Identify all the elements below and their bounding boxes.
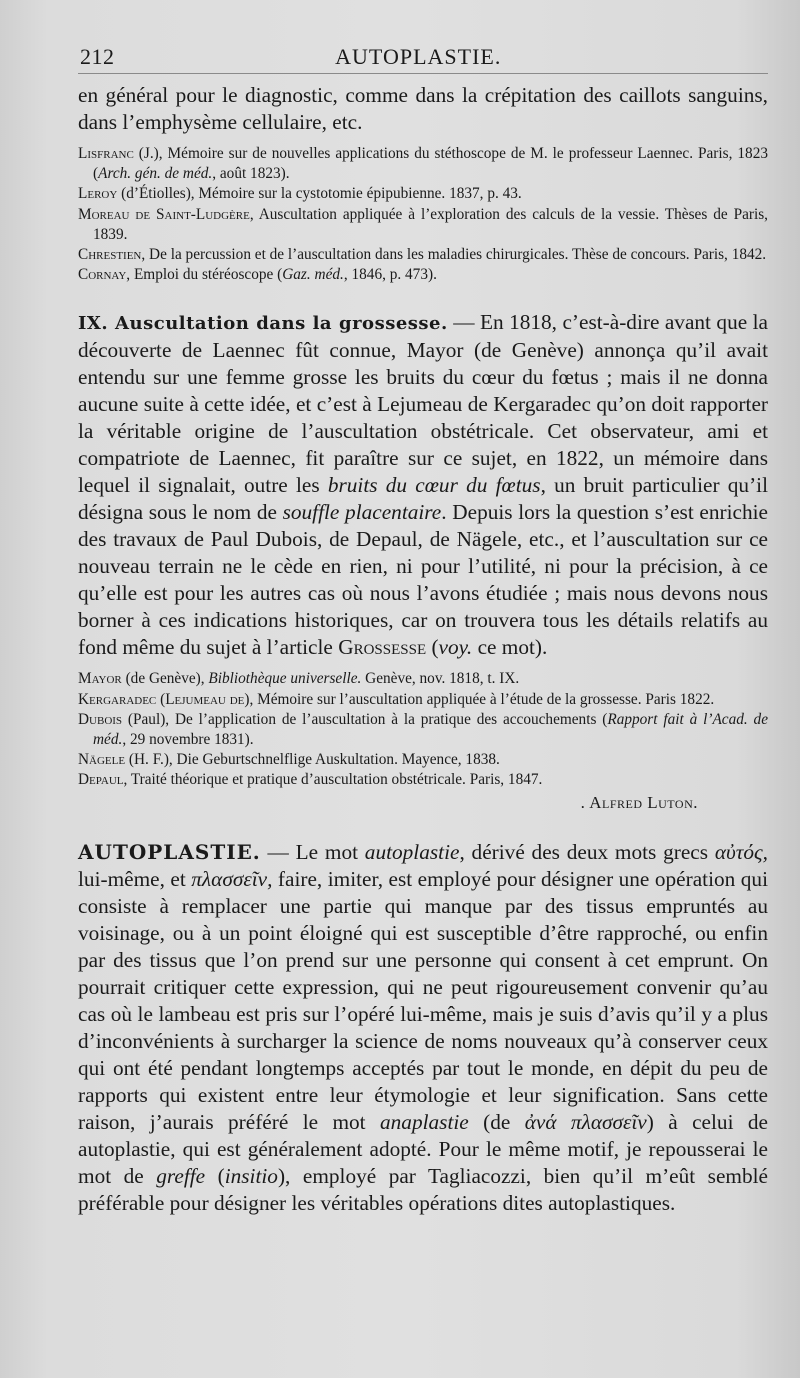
bib-author: Mayor (78, 670, 122, 688)
bib-entry (78, 205, 768, 245)
bib-entry (78, 669, 768, 689)
text-run: (de (468, 1109, 525, 1134)
bib-author: Depaul, (78, 771, 128, 789)
running-title: AUTOPLASTIE. (335, 44, 502, 69)
bib-tail: Genève, nov. 1818, t. IX. (361, 670, 520, 688)
text-run: lui-même, et (78, 866, 192, 891)
bib-author: Leroy (78, 185, 118, 203)
small-caps-run: Grossesse (338, 635, 427, 660)
text-run: ), employé par Tagliacozzi, bien qu’il m’eût semblé préférable pour désigner les véritables opérations dites autoplastiques. (78, 1163, 769, 1215)
bib-author: Nägele (78, 751, 126, 769)
text-run: ( (205, 1163, 225, 1188)
bib-italic: Arch. gén. de méd. (98, 165, 213, 183)
bib-entry (78, 710, 768, 750)
text-run: , un bruit particulier qu’il désigna sous le nom de (78, 473, 769, 525)
section-ix-paragraph (78, 309, 768, 661)
bib-tail: , 29 novembre 1831). (122, 731, 254, 749)
bib-text: Traité théorique et pratique d’auscultation obstétricale. Paris, 1847. (127, 771, 543, 789)
italic-run: bruits du cœur du fœtus (327, 473, 541, 498)
bib-text: (Paul), De l’application de l’auscultation à la pratique des accouchements ( (122, 710, 608, 728)
bib-text: (d’Étiolles), Mémoire sur la cystotomie épipubienne. 1837, p. 43. (117, 185, 522, 203)
bib-entry (78, 144, 768, 184)
bib-author: Moreau de Saint-Ludgère, (78, 205, 254, 223)
autoplastie-heading: AUTOPLASTIE. (78, 839, 261, 864)
greek-run: πλασσεῖν, (191, 866, 273, 891)
bib-author: Kergaradec (Lejumeau de), (78, 690, 254, 708)
bib-entry (78, 690, 768, 710)
bibliography-2 (78, 669, 768, 790)
bib-text: Mémoire sur de nouvelles applications du stéthoscope de M. le professeur Laennec. Paris, 1823 ( (93, 145, 768, 183)
bib-author: Dubois (78, 710, 123, 728)
bib-author: Cornay, (78, 266, 131, 284)
greek-run: ἀνά πλασσεῖν (524, 1109, 647, 1134)
text-run: ) à celui de autoplastie, qui est généralement adopté. Pour le même motif, je repousserai le mot de (78, 1109, 768, 1188)
bib-text: De la percussion et de l’auscultation dans les maladies chirurgicales. Thèse de concours. Paris, 1842. (145, 246, 767, 264)
italic-run: insitio (224, 1163, 278, 1188)
bib-entry (78, 245, 768, 265)
bib-italic: Bibliothèque universelle. (208, 670, 362, 688)
bib-entry (78, 265, 768, 285)
bib-text: Mémoire sur l’auscultation appliquée à l’étude de la grossesse. Paris 1822. (253, 690, 715, 708)
bib-author: Lisfranc (J.), (78, 145, 163, 162)
text-run: . Depuis lors la question s’est enrichie des travaux de Paul Dubois, de Depaul, de Nägele, etc., et l’auscultation sur ce nouveau terrain ne le cède en rien, ni pour l’utilité, ni pour la précision, à ce qu’elle est pour les autres cas où nous l’avons étudiée ; mais nous devons nous borner à ces indications historiques, car on trouvera tous les détails relatifs au fond même du sujet à l’article (78, 500, 768, 660)
text-run: ( (426, 635, 439, 660)
italic-run: voy. (438, 635, 473, 660)
bib-text: (de Genève), (121, 670, 209, 688)
text-run: — En 1818, c’est-à-dire avant que la découverte de Laennec fût connue, Mayor (de Genève) annonça qu’il avait entendu sur une femme grosse les bruits du cœur du fœtus ; mais il ne donna aucune suite à cette idée, et c’est à Lejumeau de Kergaradec qu’on doit rapporter la véritable origine de l’auscultation obstétricale. Cet observateur, ami et compatriote de Laennec, fit paraître sur ce sujet, en 1822, un mémoire dans lequel il signalait, outre les (78, 310, 768, 498)
bib-text: Auscultation appliquée à l’exploration des calculs de la vessie. Thèses de Paris, 1839. (93, 205, 768, 243)
bib-italic: Gaz. méd. (282, 266, 344, 284)
italic-run: autoplastie (364, 839, 460, 864)
text-run: ce mot). (472, 635, 548, 660)
bib-entry (78, 770, 768, 790)
text-run: — Le mot (260, 839, 365, 864)
text-run: , dérivé des deux mots grecs (459, 839, 715, 864)
bib-text: (H. F.), Die Geburtschnelflige Auskultation. Mayence, 1838. (125, 751, 500, 769)
page-content (78, 44, 768, 1217)
italic-run: souffle placentaire (282, 500, 442, 525)
intro-paragraph: en général pour le diagnostic, comme dans la crépitation des caillots sanguins, dans l’emphysème cellulaire, etc. (78, 83, 768, 134)
bib-text: Emploi du stéréoscope ( (130, 266, 283, 284)
text-run: faire, imiter, est employé pour désigner une opération qui consiste à remplacer une partie qui manque par des tissus empruntés au voisinage, ou à un point éloigné qui est susceptible d’être rapproché, ou enfin par des tissus que l’on prend sur une personne qui consent à cet emprunt. On pourrait critiquer cette expression, qui ne peut rigoureusement convenir qu’au cas où le lambeau est pris sur l’opéré lui-même, mais je suis d’avis qu’il y a plus d’inconvénients à surcharger la science de noms nouveaux qu’à conserver ceux qui ont été pendant longtemps acceptés par tout le monde, en dépit du peu de rapports qui existent entre leur étymologie et leur signification. Sans cette raison, j’aurais préféré le mot (78, 866, 768, 1134)
author-signature: . Alfred Luton. (580, 792, 698, 812)
running-header (78, 44, 768, 74)
page-number: 212 (80, 44, 115, 69)
greek-run: αὐτός, (714, 839, 769, 864)
bibliography-1 (78, 144, 768, 285)
bib-author: Chrestien, (78, 246, 146, 264)
bib-entry (78, 750, 768, 770)
italic-run: anaplastie (380, 1109, 469, 1134)
section-ix-heading: IX. Auscultation dans la grossesse. (78, 313, 448, 335)
autoplastie-paragraph (78, 839, 768, 1217)
bib-italic: Rapport fait à l’Acad. de méd. (93, 710, 768, 749)
italic-run: greffe (156, 1163, 206, 1188)
bib-entry (78, 184, 768, 204)
bib-tail: , 1846, p. 473). (343, 266, 437, 284)
bib-tail: , août 1823). (212, 165, 290, 183)
